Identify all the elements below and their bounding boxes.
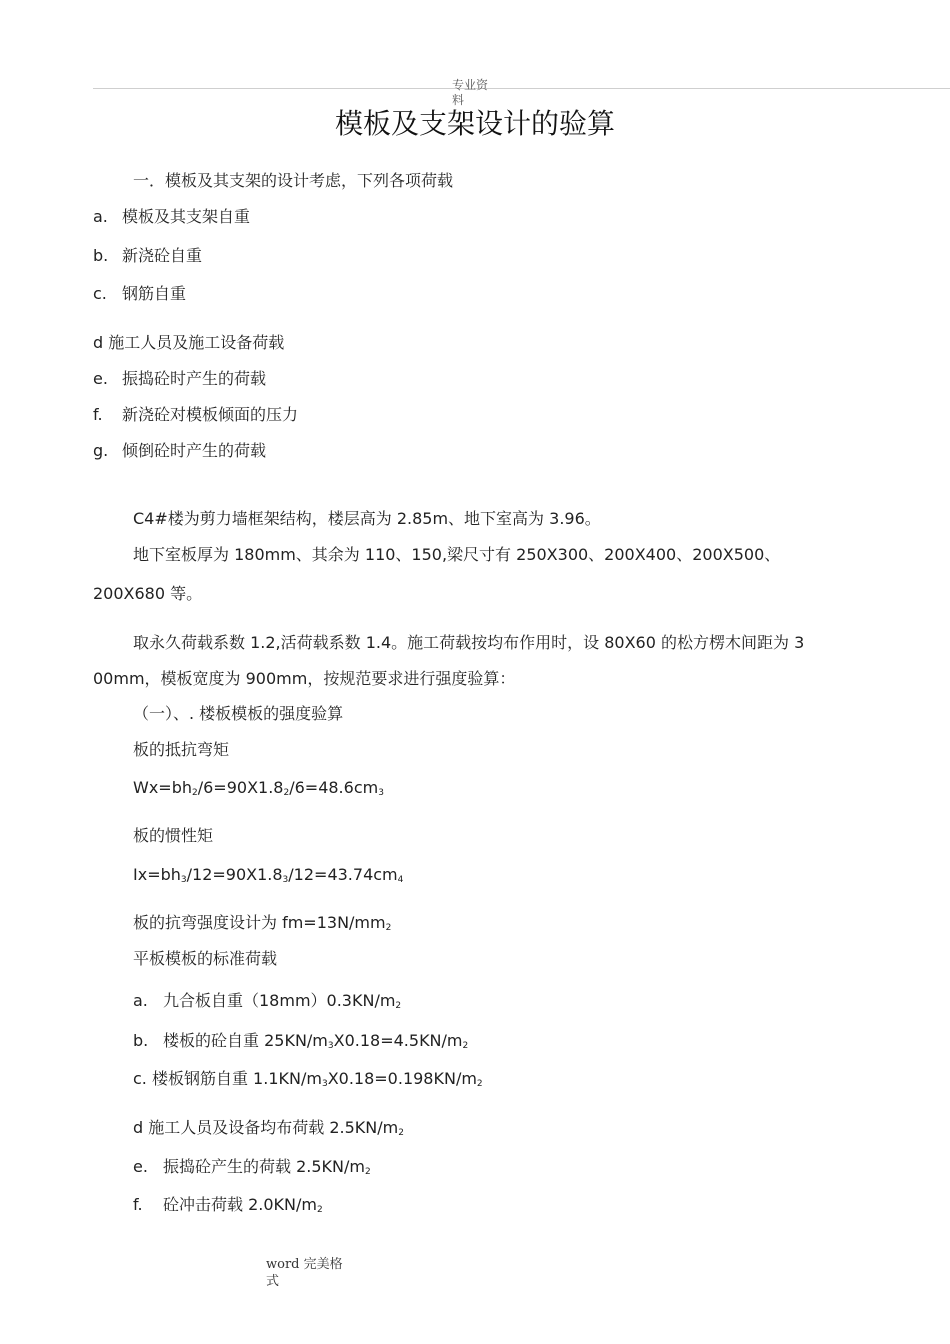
item-label: c. (93, 284, 107, 303)
item-sub: 2 (316, 1205, 323, 1215)
item-text: 新浇砼自重 (122, 246, 203, 265)
wx-formula (133, 777, 384, 799)
formula-sub: 2 (283, 788, 290, 798)
item-sub: 2 (462, 1041, 469, 1051)
header-line-2: 料 (452, 93, 465, 107)
load-item-a (93, 206, 250, 228)
fm-text: 板的抗弯强度设计为 fm=13N/mm (133, 913, 386, 932)
formula-part: /12=90X1.8 (186, 865, 283, 884)
item-sub: 2 (398, 1128, 404, 1138)
paragraph-building: C4#楼为剪力墙框架结构，楼层高为 2.85m、地下室高为 3.96。 (133, 509, 601, 528)
paragraph-slab-line-2: 200X680 等。 (93, 584, 203, 603)
item-label: b. (133, 1031, 149, 1050)
formula-sub: 2 (192, 788, 198, 798)
footer-line-1: word 完美格 (266, 1257, 343, 1272)
formula-sub: 4 (397, 875, 404, 885)
std-load-title: 平板模板的标准荷载 (133, 949, 278, 968)
page-footer (266, 1256, 343, 1290)
item-text: 钢筋自重 (122, 284, 187, 303)
formula-part: Wx=bh (133, 778, 192, 797)
std-load-c (133, 1068, 483, 1090)
header-rule (93, 88, 950, 89)
formula-sub: 3 (282, 875, 289, 885)
item-sub: 3 (327, 1041, 334, 1051)
item-text: 振捣砼产生的荷载 2.5KN/m (163, 1157, 365, 1176)
item-label: b. (93, 246, 109, 265)
page-header (452, 78, 488, 108)
fm-sub: 2 (385, 923, 392, 933)
item-text: d 施工人员及设备均布荷载 2.5KN/m (133, 1118, 399, 1137)
std-load-f (133, 1194, 323, 1216)
item-label: e. (93, 369, 108, 388)
load-item-e (93, 368, 266, 390)
item-text: 模板及其支架自重 (122, 207, 251, 226)
formula-part: /6=90X1.8 (197, 778, 284, 797)
load-item-g (93, 440, 266, 462)
section-heading: 一．模板及其支架的设计考虑，下列各项荷载 (133, 171, 454, 190)
item-text: 新浇砼对模板倾面的压力 (122, 405, 299, 424)
item-label: e. (133, 1157, 148, 1176)
formula-part: /6=48.6cm (289, 778, 379, 797)
item-label: g. (93, 441, 109, 460)
item-text: X0.18=0.198KN/m (327, 1069, 477, 1088)
load-item-d (93, 332, 284, 354)
item-sub: 2 (395, 1001, 402, 1011)
std-load-a (133, 990, 401, 1012)
load-item-c (93, 283, 186, 305)
item-label: a. (93, 207, 108, 226)
item-label: a. (133, 991, 148, 1010)
item-text: X0.18=4.5KN/m (333, 1031, 463, 1050)
item-text: 振捣砼时产生的荷载 (122, 369, 267, 388)
wx-label: 板的抵抗弯矩 (133, 740, 230, 759)
formula-part: /12=43.74cm (288, 865, 398, 884)
item-text: 倾倒砼时产生的荷载 (122, 441, 267, 460)
load-item-f (93, 404, 298, 426)
item-text: c. 楼板钢筋自重 1.1KN/m (133, 1069, 322, 1088)
formula-part: Ix=bh (133, 865, 181, 884)
item-sub: 2 (476, 1079, 483, 1089)
item-text: d 施工人员及施工设备荷载 (93, 333, 285, 352)
std-load-b (133, 1030, 468, 1052)
item-label: f. (93, 405, 103, 424)
item-text: 楼板的砼自重 25KN/m (163, 1031, 328, 1050)
item-sub: 3 (321, 1079, 328, 1089)
paragraph-factors-line-2: 00mm，模板宽度为 900mm，按规范要求进行强度验算： (93, 669, 516, 688)
subsection-heading: （一）、. 楼板模板的强度验算 (133, 704, 344, 723)
ix-formula (133, 864, 403, 886)
std-load-d (133, 1117, 404, 1139)
document-title: 模板及支架设计的验算 (334, 107, 615, 140)
formula-sub: 3 (378, 788, 384, 798)
item-text: 砼冲击荷载 2.0KN/m (163, 1195, 317, 1214)
item-sub: 2 (364, 1167, 371, 1177)
formula-sub: 3 (180, 875, 187, 885)
paragraph-factors-line-1: 取永久荷载系数 1.2,活荷载系数 1.4。施工荷载按均布作用时，设 80X60 的松方楞木间距为 3 (133, 633, 805, 652)
item-label: f. (133, 1195, 143, 1214)
header-line-1: 专业资 (452, 78, 489, 92)
paragraph-slab-line-1: 地下室板厚为 180mm、其余为 110、150,梁尺寸有 250X300、200X400、200X500、 (133, 545, 781, 564)
load-item-b (93, 245, 202, 267)
ix-label: 板的惯性矩 (133, 826, 214, 845)
fm-line (133, 912, 391, 934)
std-load-e (133, 1156, 371, 1178)
footer-line-2: 式 (266, 1274, 280, 1289)
item-text: 九合板自重（18mm）0.3KN/m (163, 991, 396, 1010)
